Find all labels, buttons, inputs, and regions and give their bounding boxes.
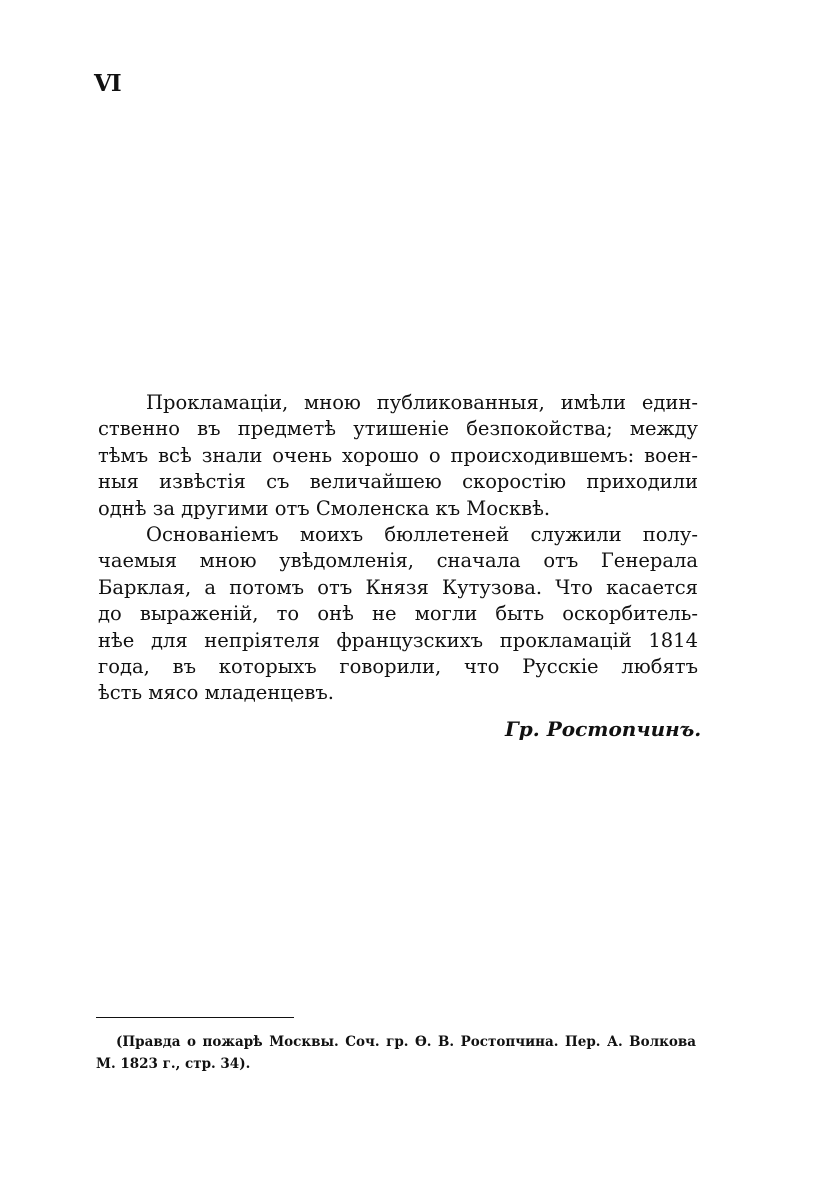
page-number: VI [94,70,121,97]
main-text [98,390,698,707]
text-line: однѣ за другими отъ Смоленска къ Москвѣ. [98,496,551,520]
text-line: тѣмъ всѣ знали очень хорошо о происходившемъ: воен- [98,443,698,467]
text-line: года, въ которыхъ говорили, что Русскіе любятъ [98,655,698,679]
text-line: Барклая, а потомъ отъ Князя Кутузова. Что касается [98,575,698,599]
signature: Гр. Ростопчинъ. [505,717,702,741]
footnote [96,1031,696,1075]
text-line: ныя извѣстія съ величайшею скоростію приходили [98,470,698,494]
text-line: Прокламаціи, мною публикованныя, имѣли един- [146,391,698,414]
text-line: Основаніемъ моихъ бюллетеней служили полу- [146,523,698,547]
paragraph-1 [98,390,698,522]
text-line: нѣе для непріятеля французскихъ прокламацій 1814 [98,628,698,652]
text-line: ственно въ предметѣ утишеніе безпокойства; между [98,417,698,441]
footnote-divider [96,1017,294,1018]
text-line: до выраженій, то онѣ не могли быть оскорбитель- [98,602,698,626]
text-line: ѣсть мясо младенцевъ. [98,681,334,705]
footnote-line: М. 1823 г., стр. 34). [96,1056,251,1072]
paragraph-2 [98,522,698,707]
text-line: чаемыя мною увѣдомленія, сначала отъ Генерала [98,549,698,573]
footnote-line: (Правда о пожарѣ Москвы. Соч. гр. Ѳ. В. Ростопчина. Пер. А. Волкова [116,1034,696,1050]
